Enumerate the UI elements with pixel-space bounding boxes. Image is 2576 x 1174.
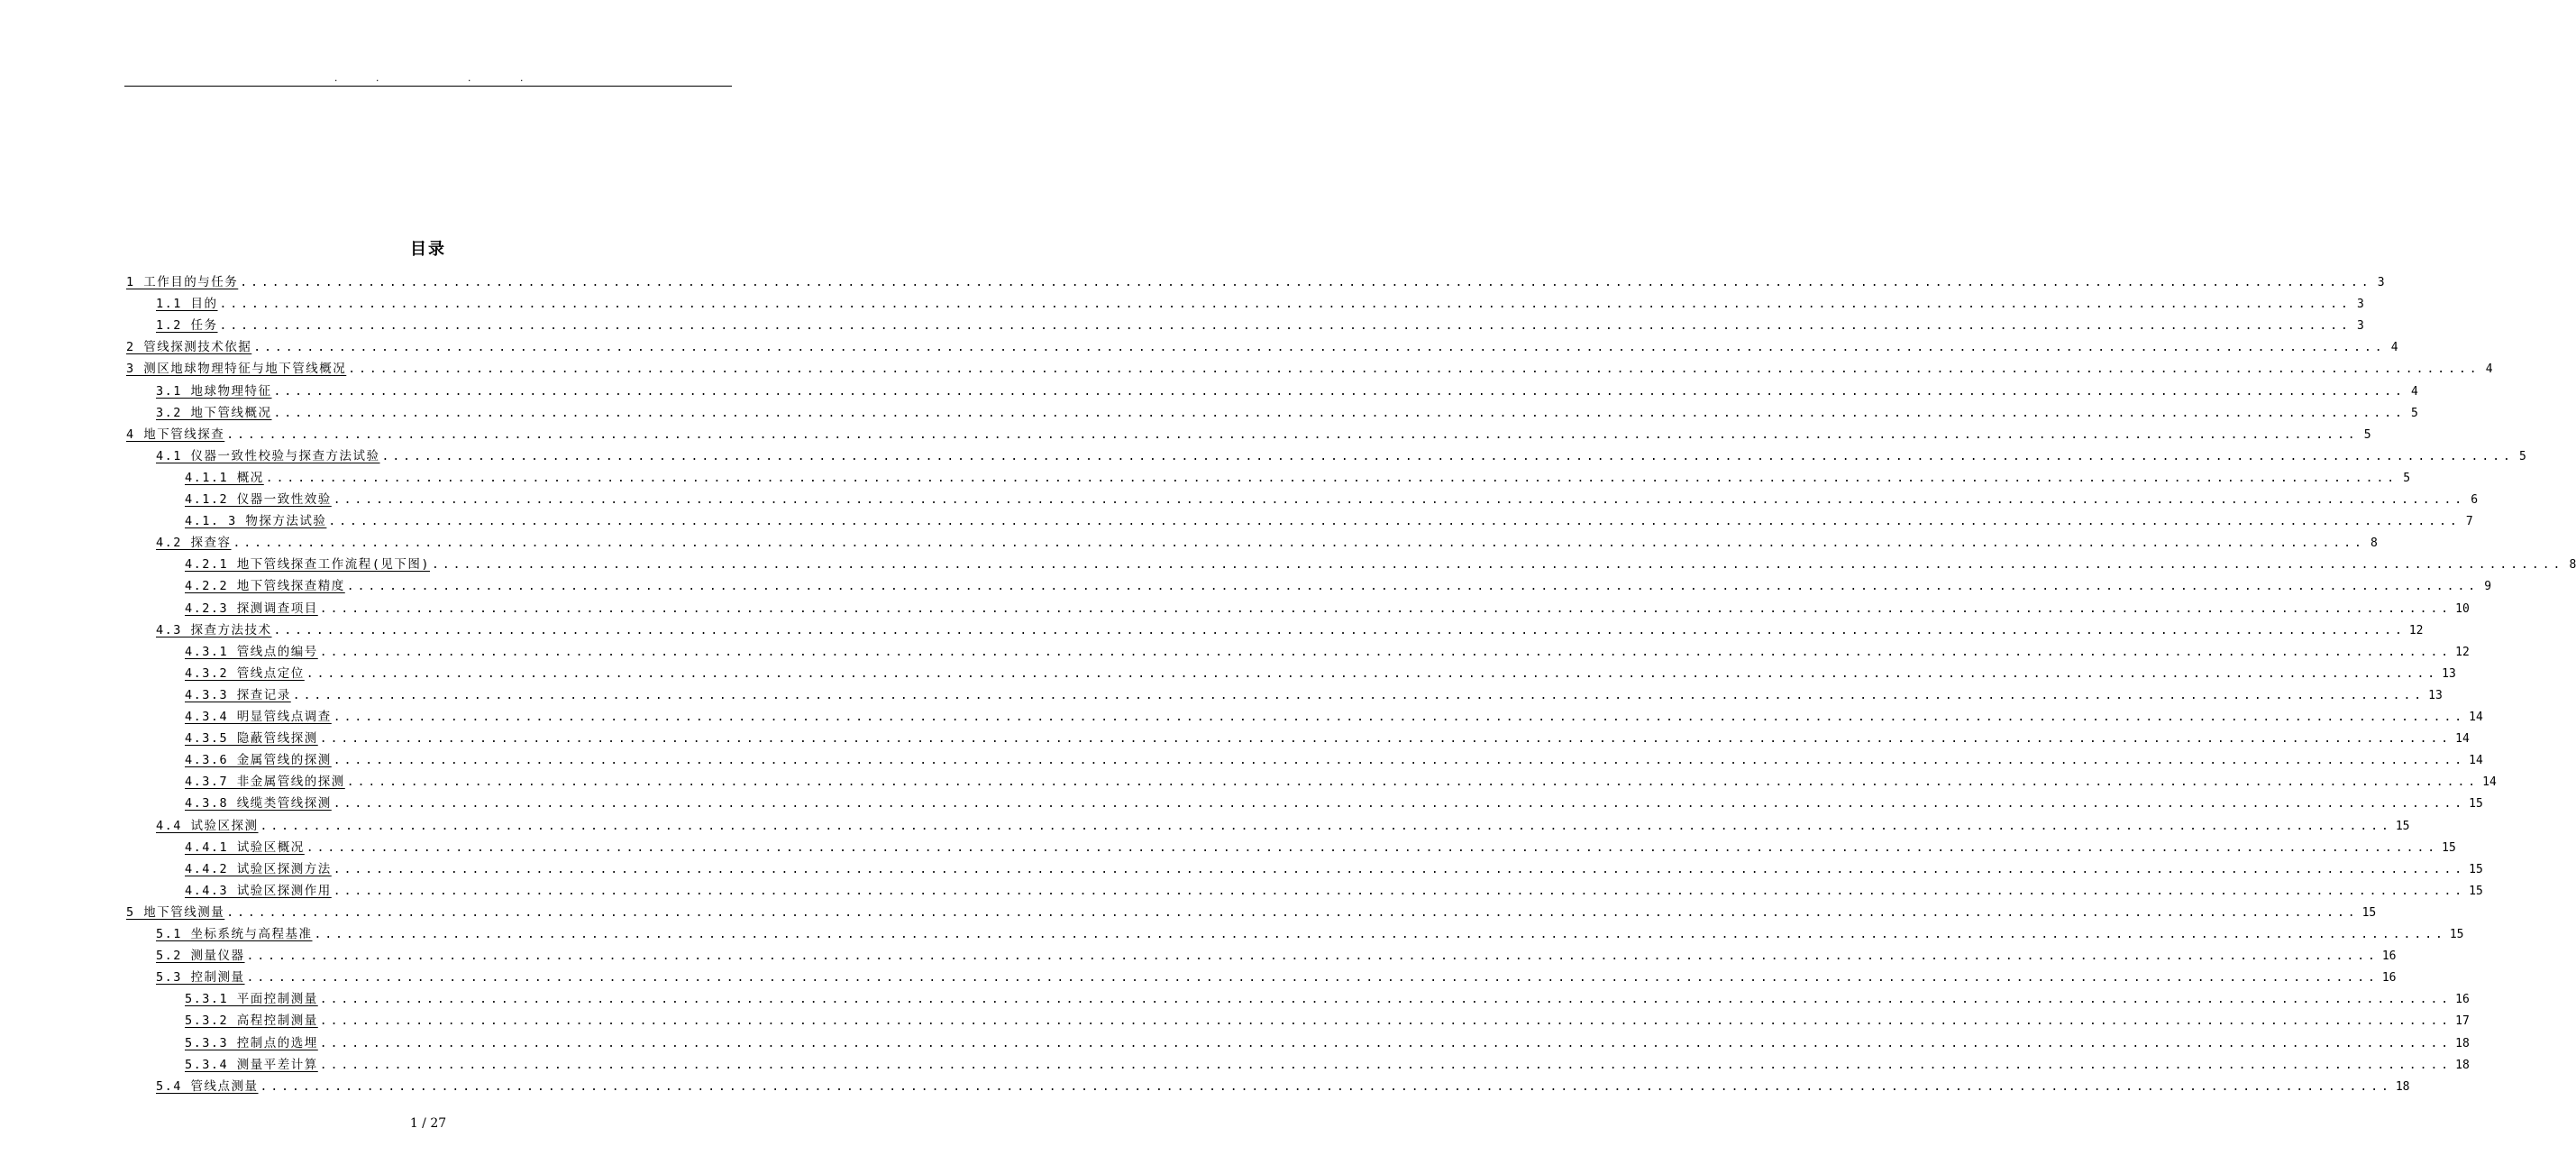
toc-leader-dots: ........................................................................................................................................................................................................ [333,711,2466,724]
toc-leader-dots: ........................................................................................................................................................................................................ [319,1036,2453,1050]
toc-entry[interactable] [185,572,2492,594]
toc-entry-label[interactable]: 1.1 目的 [156,297,218,312]
toc-entry-label[interactable]: 5.4 管线点测量 [156,1078,259,1094]
toc-entry-page: 16 [2381,949,2397,964]
toc-leader-dots: ........................................................................................................................................................................................................ [306,666,2439,681]
toc-entry-label[interactable]: 4.2.2 地下管线探查精度 [185,579,345,594]
toc-entry[interactable] [156,920,2464,941]
toc-leader-dots: ........................................................................................................................................................................................................ [333,797,2466,812]
toc-entry-page: 4 [2411,384,2418,399]
toc-entry-label[interactable]: 4.3.8 线缆类管线探测 [185,796,332,812]
toc-leader-dots: ........................................................................................................................................................................................................ [328,515,2461,529]
toc-entry[interactable] [156,812,2410,833]
toc-entry-page: 15 [2469,797,2483,812]
toc-entry-label[interactable]: 4.2.3 探测调查项目 [185,601,318,616]
toc-entry[interactable] [185,681,2443,702]
toc-entry-label[interactable]: 4.3.7 非金属管线的探测 [185,775,345,790]
toc-entry-page: 13 [2442,666,2456,681]
toc-entry[interactable] [156,399,2418,420]
toc-entry-label[interactable]: 4.3.5 隐蔽管线探测 [185,731,318,747]
header-rule [124,86,732,87]
toc-entry-label[interactable]: 4.4 试验区探测 [156,818,259,833]
toc-entry[interactable] [156,377,2418,399]
toc-leader-dots: ........................................................................................................................................................................................................ [260,819,2392,833]
toc-entry[interactable] [185,855,2483,876]
toc-entry-page: 14 [2469,711,2483,724]
toc-entry[interactable] [185,637,2470,659]
toc-entry-label[interactable]: 4.1. 3 物探方法试验 [185,514,327,529]
toc-leader-dots: ........................................................................................................................................................................................................ [319,601,2453,616]
toc-entry[interactable] [185,702,2483,724]
toc-entry-label[interactable]: 4.3.6 金属管线的探测 [185,753,332,768]
toc-entry-page: 12 [2408,623,2424,637]
toc-entry-page: 15 [2442,840,2456,855]
page-indicator: 1 / 27 [409,1116,447,1131]
toc-entry-label[interactable]: 4.3.4 明显管线点调查 [185,710,332,724]
toc-entry-label[interactable]: 5.3.2 高程控制测量 [185,1013,318,1029]
toc-entry-label[interactable]: 5.3.1 平面控制测量 [185,992,318,1007]
toc-leader-dots: ........................................................................................................................................................................................................ [306,840,2439,855]
toc-entry-label[interactable]: 4.2 探查容 [156,536,232,551]
toc-entry-page: 5 [2363,427,2371,442]
toc-entry[interactable] [185,833,2456,855]
toc-leader-dots: ........................................................................................................................................................................................................ [333,754,2466,768]
toc-entry-page: 16 [2455,993,2470,1007]
toc-entry-page: 4 [2390,341,2398,355]
toc-entry[interactable] [126,898,2377,920]
toc-entry-page: 8 [2569,558,2576,573]
toc-leader-dots: ........................................................................................................................................................................................................ [219,298,2352,312]
toc-entry-label[interactable]: 5.2 测量仪器 [156,949,245,964]
toc-entry-page: 9 [2484,580,2492,594]
toc-entry-page: 15 [2469,884,2483,898]
toc-entry-page: 10 [2455,601,2470,616]
toc-leader-dots: ........................................................................................................................................................................................................ [333,493,2466,507]
toc-entry-page: 14 [2455,732,2470,747]
toc-entry[interactable] [185,724,2470,747]
toc-leader-dots: ........................................................................................................................................................................................................ [265,471,2398,485]
toc-leader-dots: ........................................................................................................................................................................................................ [432,558,2564,573]
toc-entry[interactable] [126,333,2398,355]
header-dot: . [375,75,380,84]
toc-entry-page: 8 [2370,537,2378,551]
toc-entry-page: 13 [2428,688,2443,702]
toc-entry-page: 14 [2469,754,2483,768]
toc-entry-label[interactable]: 1.2 任务 [156,318,218,334]
toc-entry-page: 5 [2519,449,2526,463]
toc-entry[interactable] [156,442,2526,463]
toc-leader-dots: ........................................................................................................................................................................................................ [292,688,2425,702]
toc-entry[interactable] [156,616,2424,637]
header-dots [124,76,732,85]
toc-leader-dots: ........................................................................................................................................................................................................ [233,537,2365,551]
toc-leader-dots: ........................................................................................................................................................................................................ [346,580,2480,594]
toc-entry-label[interactable]: 4 地下管线探查 [126,426,225,442]
toc-entry-page: 7 [2465,515,2473,529]
toc-leader-dots: ........................................................................................................................................................................................................ [346,775,2480,790]
toc-entry-label[interactable]: 2 管线探测技术依据 [126,340,252,355]
toc-entry-label[interactable]: 4.3.1 管线点的编号 [185,644,318,659]
toc-entry[interactable] [185,507,2473,529]
toc-entry[interactable] [126,354,2493,377]
toc-entry[interactable] [126,268,2385,289]
toc-entry[interactable] [185,485,2479,507]
toc-entry-label[interactable]: 5 地下管线测量 [126,904,225,920]
toc-entry-page: 15 [2395,819,2410,833]
toc-leader-dots: ........................................................................................................................................................................................................ [319,1058,2453,1072]
toc-entry-label[interactable]: 4.1.2 仪器一致性效验 [185,492,332,507]
toc-entry[interactable] [156,941,2397,964]
toc-entry[interactable] [156,963,2397,986]
toc-leader-dots: ........................................................................................................................................................................................................ [319,1014,2453,1029]
toc-entry[interactable] [126,420,2371,442]
toc-leader-dots: ........................................................................................................................................................................................................ [348,362,2480,377]
toc-leader-dots: ........................................................................................................................................................................................................ [226,905,2359,920]
toc-entry[interactable] [185,985,2470,1007]
toc-entry[interactable] [156,1072,2410,1094]
toc-entry-page: 3 [2377,276,2385,289]
toc-entry-page: 15 [2469,862,2483,876]
toc-entry[interactable] [185,876,2483,898]
toc-entry-label[interactable]: 3 测区地球物理特征与地下管线概况 [126,362,347,377]
toc-leader-dots: ........................................................................................................................................................................................................ [333,862,2466,876]
toc-leader-dots: ........................................................................................................................................................................................................ [319,732,2453,747]
toc-leader-dots: ........................................................................................................................................................................................................ [246,971,2379,986]
toc-entry-page: 4 [2485,362,2493,377]
toc-entry-label[interactable]: 4.4.2 试验区探测方法 [185,861,332,876]
toc-entry-label[interactable]: 4.4.1 试验区概况 [185,839,305,855]
toc-entry-label[interactable]: 5.3.4 测量平差计算 [185,1057,318,1072]
toc-entry-label[interactable]: 4.1 仪器一致性校验与探查方法试验 [156,448,380,463]
toc-entry-page: 15 [2361,905,2377,920]
toc-entry-label[interactable]: 5.3.3 控制点的选埋 [185,1035,318,1050]
toc-entry-page: 6 [2471,493,2479,507]
toc-entry-page: 3 [2357,298,2364,312]
toc-entry[interactable] [185,789,2483,812]
toc-leader-dots: ........................................................................................................................................................................................................ [314,928,2446,941]
toc-entry-label[interactable]: 5.3 控制测量 [156,970,245,986]
toc-entry-label[interactable]: 4.3 探查方法技术 [156,622,272,637]
toc-entry-page: 3 [2357,319,2364,334]
toc-entry-page: 5 [2411,406,2418,420]
toc-entry-label[interactable]: 4.4.3 试验区探测作用 [185,883,332,898]
toc-entry[interactable] [185,550,2576,573]
toc-leader-dots: ........................................................................................................................................................................................................ [226,427,2359,442]
toc-entry-label[interactable]: 4.2.1 地下管线探查工作流程(见下图) [185,557,431,573]
toc-leader-dots: ........................................................................................................................................................................................................ [253,341,2386,355]
toc-entry-page: 18 [2395,1079,2410,1094]
toc-entry[interactable] [185,659,2456,681]
toc-leader-dots: ........................................................................................................................................................................................................ [240,276,2372,289]
toc-entry-label[interactable]: 4.3.3 探查记录 [185,687,291,702]
toc-entry-page: 17 [2455,1014,2470,1029]
toc-leader-dots: ........................................................................................................................................................................................................ [319,993,2453,1007]
toc-entry[interactable] [185,746,2483,768]
toc-entry[interactable] [185,594,2470,616]
toc-leader-dots: ........................................................................................................................................................................................................ [273,623,2406,637]
toc-title: 目录 [410,240,446,259]
toc-entry-label[interactable]: 3.1 地球物理特征 [156,383,272,399]
toc-entry[interactable] [185,1029,2470,1050]
toc-entry-page: 5 [2403,471,2411,485]
toc-entry-label[interactable]: 1 工作目的与任务 [126,275,239,289]
header-dot: . [333,75,339,84]
toc-entry[interactable] [156,289,2364,312]
toc-entry-label[interactable]: 3.2 地下管线概况 [156,405,272,420]
toc-leader-dots: ........................................................................................................................................................................................................ [219,319,2352,334]
toc-leader-dots: ........................................................................................................................................................................................................ [319,645,2453,659]
toc-entry[interactable] [185,1050,2470,1072]
toc-entry-page: 18 [2455,1058,2470,1072]
toc-entry-label[interactable]: 4.3.2 管线点定位 [185,665,305,681]
toc-leader-dots: ........................................................................................................................................................................................................ [273,406,2406,420]
header-dot: . [519,75,525,84]
toc-leader-dots: ........................................................................................................................................................................................................ [333,884,2466,898]
toc-entry-page: 14 [2482,775,2497,790]
toc-leader-dots: ........................................................................................................................................................................................................ [381,449,2514,463]
toc-entry[interactable] [185,1006,2470,1029]
toc-leader-dots: ........................................................................................................................................................................................................ [260,1079,2392,1094]
toc-entry-page: 15 [2449,928,2464,941]
toc-entry[interactable] [185,767,2497,790]
toc-entry-page: 16 [2381,971,2397,986]
toc-entry-label[interactable]: 5.1 坐标系统与高程基准 [156,927,313,941]
toc-leader-dots: ........................................................................................................................................................................................................ [246,949,2379,964]
toc-entry[interactable] [156,311,2364,334]
header-dot: . [467,75,472,84]
toc-entry-page: 12 [2455,645,2470,659]
toc-entry-label[interactable]: 4.1.1 概况 [185,470,264,485]
toc-leader-dots: ........................................................................................................................................................................................................ [273,384,2406,399]
toc-entry-page: 18 [2455,1036,2470,1050]
toc-entry[interactable] [156,528,2378,551]
toc-entry[interactable] [185,463,2411,485]
